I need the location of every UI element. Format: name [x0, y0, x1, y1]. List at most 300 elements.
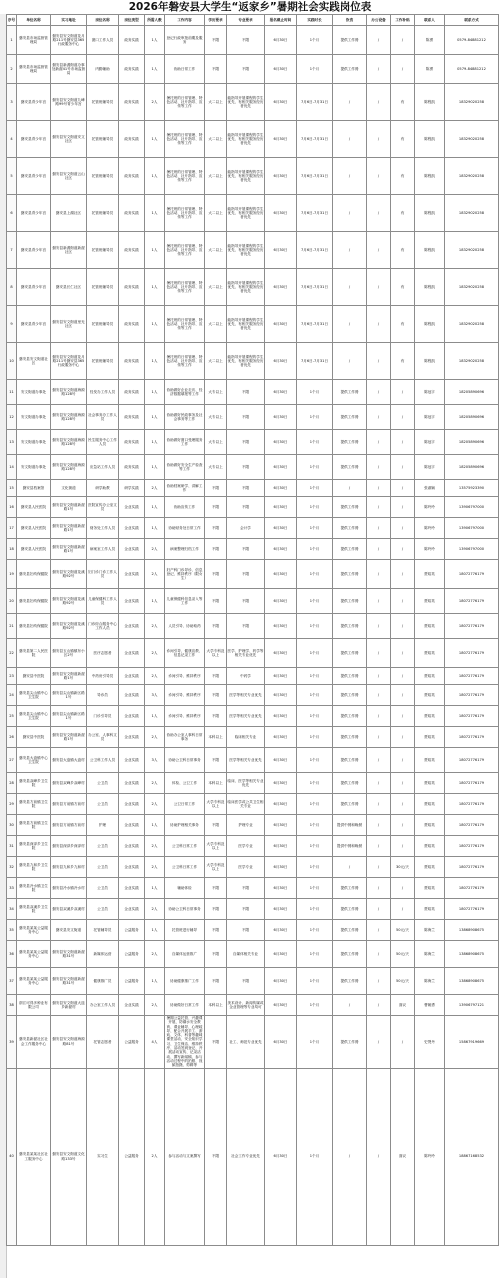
table-cell: 不限	[205, 518, 227, 539]
table-cell: 1个月	[297, 639, 333, 668]
table-cell: 7月6日-7月31日	[297, 121, 333, 158]
table-cell: 1个月	[297, 668, 333, 685]
table-cell: 1人	[145, 878, 165, 899]
table-row	[7, 899, 499, 920]
table-row	[7, 727, 499, 748]
table-cell: 6月30日	[265, 1016, 297, 1069]
table-cell: 体检、公卫工作	[165, 773, 205, 794]
table-cell: 护理	[87, 815, 119, 836]
row-seq-cell: 35	[7, 920, 17, 941]
table-cell: 企业实践	[119, 589, 145, 614]
table-cell: 2人	[145, 539, 165, 560]
table-cell: 磐安县安文街道文化路133号	[51, 1068, 87, 1245]
table-cell: /	[391, 815, 415, 836]
header-cell: 学历要求	[205, 15, 227, 26]
table-cell: 暑托班的日常管理、特色活动、社片指导、宣传等工作	[165, 269, 205, 306]
table-cell: /	[367, 857, 391, 878]
table-cell: 贾绍英	[415, 639, 445, 668]
row-seq-cell: 3	[7, 84, 17, 121]
table-cell: 提供中餐和晚餐	[333, 836, 367, 857]
table-cell: 1个月	[297, 614, 333, 639]
table-cell: 6月30日	[265, 455, 297, 480]
table-cell: 政务实践	[119, 380, 145, 405]
header-cell: 联系人	[415, 15, 445, 26]
table-cell: 1人	[145, 158, 165, 195]
table-cell: 磐安县尖山镇中心卫生院	[17, 685, 51, 706]
table-cell: 能指导开展课程的学生优先、有相关服务经历者优先	[227, 84, 265, 121]
table-cell: 15867919669	[445, 1016, 499, 1069]
table-cell: 1个月	[297, 857, 333, 878]
table-cell: 妇门诊门诊工作人员	[87, 560, 119, 589]
table-cell: 政务实践	[119, 405, 145, 430]
table-cell: /	[367, 941, 391, 968]
table-cell: 内勤辅助	[87, 55, 119, 84]
table-cell: 1个月	[297, 968, 333, 995]
table-cell: 1人	[145, 380, 165, 405]
table-cell: 暑托班的日常管理、特色活动、社片指导、宣传等工作	[165, 158, 205, 195]
table-cell: 张淑娴	[415, 480, 445, 497]
table-cell: 门诊综合服务中心工作人员	[87, 614, 119, 639]
table-row	[7, 405, 499, 430]
table-cell: 大二以上	[205, 269, 227, 306]
table-cell: 诊间引导、维持秩序	[165, 685, 205, 706]
table-cell: 医院宣传办公室文员	[87, 497, 119, 518]
row-seq-cell: 23	[7, 668, 17, 685]
table-cell: 磐安县青少年宫	[17, 269, 51, 306]
row-seq-cell: 33	[7, 878, 17, 899]
table-cell: 6月30日	[265, 685, 297, 706]
table-cell: /	[333, 480, 367, 497]
table-row	[7, 815, 499, 836]
table-cell: 诊间引导、维持秩序	[165, 706, 205, 727]
table-cell: 1人	[145, 269, 165, 306]
table-cell: 提供工作餐	[333, 560, 367, 589]
table-cell: 磐安县深泽乡卫生院	[17, 836, 51, 857]
table-row	[7, 836, 499, 857]
table-cell: /	[367, 55, 391, 84]
table-cell: 不限	[227, 497, 265, 518]
header-cell: 实践时长	[297, 15, 333, 26]
table-cell: 磐安县安文街道海源路128号	[51, 405, 87, 430]
table-row	[7, 121, 499, 158]
table-cell: /	[391, 480, 415, 497]
table-cell: 7月6日-7月31日	[297, 232, 333, 269]
table-cell: 提供工作餐	[333, 26, 367, 55]
table-cell: 大二以上	[205, 232, 227, 269]
table-cell: 自媒体相关专业	[227, 941, 265, 968]
table-cell: 协助日常工作	[165, 55, 205, 84]
table-cell: 1人	[145, 232, 165, 269]
header-cell: 岗位名称	[87, 15, 119, 26]
table-cell: 2人	[145, 941, 165, 968]
table-cell: 磐安县上湖社区	[51, 195, 87, 232]
table-cell: 浙江可得多种业有限公司	[17, 995, 51, 1016]
table-cell: 磐安县安文街道新渥路31号	[51, 968, 87, 995]
table-cell: 磐安县尖山镇新区路1号	[51, 706, 87, 727]
table-cell: 磐安县九和乡九和村	[51, 857, 87, 878]
row-seq-cell: 27	[7, 748, 17, 773]
table-cell: 6月30日	[265, 430, 297, 455]
table-cell: 提供工作餐	[333, 685, 367, 706]
table-cell: /	[333, 269, 367, 306]
header-cell: 所需人数	[145, 15, 165, 26]
table-cell: /	[367, 878, 391, 899]
table-row	[7, 518, 499, 539]
table-cell: 6月30日	[265, 405, 297, 430]
table-cell: 大专以上	[205, 380, 227, 405]
table-cell: 磐安县新渥社区社会工作服务中心	[17, 1016, 51, 1069]
table-cell: 陈海兰	[415, 941, 445, 968]
table-cell: 医学专业	[227, 857, 265, 878]
table-cell: 1人	[145, 195, 165, 232]
row-seq-cell: 2	[7, 55, 17, 84]
row-seq-cell: 16	[7, 497, 17, 518]
table-cell: /	[367, 539, 391, 560]
row-seq-cell: 31	[7, 836, 17, 857]
table-cell: /	[367, 1016, 391, 1069]
table-cell: 7月6日-7月31日	[297, 158, 333, 195]
table-cell: 磐安县安文街道花月路211号磐安县365行政服务中心	[51, 26, 87, 55]
table-cell: 提供工作餐	[333, 968, 367, 995]
table-cell: 儿童保健科工作人员	[87, 589, 119, 614]
table-cell: 不限	[227, 968, 265, 995]
table-cell: /	[367, 639, 391, 668]
table-cell: /	[391, 1016, 415, 1069]
header-row	[7, 15, 499, 26]
table-cell: 6月30日	[265, 306, 297, 343]
table-cell: 3人	[145, 685, 165, 706]
table-cell: 贾绍英	[415, 773, 445, 794]
table-cell: 磐安县尖山镇新区路1号	[51, 685, 87, 706]
table-cell: 磐安县中医院	[17, 668, 51, 685]
table-cell: 18205890696	[445, 380, 499, 405]
table-cell: 人员引导、协助取药	[165, 614, 205, 639]
table-cell: 文化街道	[51, 480, 87, 497]
table-cell: 0579-84881212	[445, 55, 499, 84]
table-cell: 磐安县安文街道花溪路92号	[51, 560, 87, 589]
table-cell: 18072776179	[445, 836, 499, 857]
table-row	[7, 706, 499, 727]
table-cell: 不限	[227, 560, 265, 589]
row-seq-cell: 24	[7, 685, 17, 706]
table-cell: 1个月	[297, 589, 333, 614]
table-cell: 健康推广员	[87, 968, 119, 995]
header-cell: 岗位类型	[119, 15, 145, 26]
table-cell: 贾绍英	[415, 878, 445, 899]
table-cell: 托管班辅导员	[87, 121, 119, 158]
table-cell: 不限	[205, 480, 227, 497]
table-cell: 18329020258	[445, 343, 499, 380]
table-cell: 1个月	[297, 455, 333, 480]
table-cell: 妇产科门诊导诊、信息登记、维持秩序（限女生）	[165, 560, 205, 589]
table-cell: 企业实践	[119, 539, 145, 560]
table-cell: 陈玲玲	[415, 1068, 445, 1245]
table-cell: 2人	[145, 899, 165, 920]
table-cell: 不限	[227, 480, 265, 497]
row-seq-cell: 30	[7, 815, 17, 836]
table-cell: /	[367, 518, 391, 539]
table-cell: 陈程凯	[415, 84, 445, 121]
table-row	[7, 773, 499, 794]
table-cell: 不限	[205, 497, 227, 518]
table-cell: 登记行政审批前期及服务	[165, 26, 205, 55]
table-cell: 2人	[145, 995, 165, 1016]
table-cell: 2人	[145, 480, 165, 497]
row-seq-cell: 34	[7, 899, 17, 920]
table-cell: 50元/天	[391, 968, 415, 995]
row-seq-cell: 5	[7, 158, 17, 195]
table-row	[7, 455, 499, 480]
table-cell: /	[367, 480, 391, 497]
table-cell: 18329020258	[445, 269, 499, 306]
table-cell: 陈程凯	[415, 158, 445, 195]
table-cell: 1人	[145, 405, 165, 430]
table-cell: /	[333, 343, 367, 380]
table-cell: 7月6日-7月31日	[297, 84, 333, 121]
table-cell: 有	[391, 121, 415, 158]
table-cell: 不限	[227, 899, 265, 920]
table-row	[7, 1068, 499, 1245]
table-cell: 1个月	[297, 380, 333, 405]
table-cell: 1人	[145, 121, 165, 158]
table-row	[7, 685, 499, 706]
table-cell: 不限	[227, 455, 265, 480]
table-cell: /	[391, 685, 415, 706]
table-cell: 1个月	[297, 26, 333, 55]
table-cell: 6月30日	[265, 968, 297, 995]
table-cell: 提供工作餐	[333, 899, 367, 920]
table-cell: 7月6日-7月31日	[297, 306, 333, 343]
table-cell: 6月30日	[265, 857, 297, 878]
table-cell: 不限	[205, 55, 227, 84]
table-cell: 陈玲玲	[415, 539, 445, 560]
table-cell: 18072776179	[445, 748, 499, 773]
table-cell: 不限	[205, 1016, 227, 1069]
table-cell: 2人	[145, 1068, 165, 1245]
table-cell: 磐安县青少年宫	[17, 121, 51, 158]
table-cell: 6月30日	[265, 836, 297, 857]
row-seq-cell: 10	[7, 343, 17, 380]
table-cell: 大专以上	[205, 430, 227, 455]
table-cell: 磐安县妇幼保健院	[17, 560, 51, 589]
table-cell: 磐安县安文街道里光社区	[51, 306, 87, 343]
table-cell: 病案室工作人员	[87, 539, 119, 560]
table-cell: 6月30日	[265, 748, 297, 773]
table-cell: 磐安县某某社区社工服务中心	[17, 1068, 51, 1245]
table-cell: 陈程凯	[415, 121, 445, 158]
table-cell: 企业实践	[119, 706, 145, 727]
table-cell: 不限	[227, 55, 265, 84]
table-cell: 企业实践	[119, 518, 145, 539]
table-cell: 1人	[145, 920, 165, 941]
row-seq-cell: 18	[7, 539, 17, 560]
header-cell: 联系方式	[445, 15, 499, 26]
table-cell: 不限	[205, 706, 227, 727]
table-cell: 提供工作餐	[333, 518, 367, 539]
table-cell: 18072776179	[445, 560, 499, 589]
table-row	[7, 343, 499, 380]
table-cell: 磐安县大盘镇中心卫生院	[17, 748, 51, 773]
table-cell: 2人	[145, 836, 165, 857]
table-cell: 磐安县尖山镇中心卫生院	[17, 706, 51, 727]
table-cell: 协助档案研学、讲解工作	[165, 480, 205, 497]
table-cell: 贾绍英	[415, 794, 445, 815]
header-cell: 序号	[7, 15, 17, 26]
table-cell: 政务实践	[119, 455, 145, 480]
table-cell: 6月30日	[265, 727, 297, 748]
table-cell: 磐安县某某公益服务中心	[17, 941, 51, 968]
table-cell: 企业实践	[119, 836, 145, 857]
table-cell: 不限	[205, 1068, 227, 1245]
table-cell: /	[333, 1068, 367, 1245]
table-row	[7, 560, 499, 589]
table-cell: 6月30日	[265, 195, 297, 232]
table-cell: /	[391, 589, 415, 614]
table-cell: 13575923390	[445, 480, 499, 497]
table-cell: 不限	[205, 968, 227, 995]
table-cell: /	[391, 748, 415, 773]
row-seq-cell: 20	[7, 589, 17, 614]
table-row	[7, 195, 499, 232]
table-cell: 大专以上	[205, 455, 227, 480]
table-cell: 诊间引导、健康宣教、信息记录工作	[165, 639, 205, 668]
table-cell: 托管班辅导员	[87, 269, 119, 306]
table-cell: 提供工作餐	[333, 668, 367, 685]
table-cell: /	[333, 306, 367, 343]
table-cell: 医学等相关专业优先	[227, 748, 265, 773]
table-cell: 磐安县新渥街道办事处新渥41号市场监督局	[51, 55, 87, 84]
table-cell: 不限	[205, 878, 227, 899]
table-cell: 安文街道办事处	[17, 455, 51, 480]
table-cell: /	[367, 232, 391, 269]
table-row	[7, 232, 499, 269]
table-cell: 6月30日	[265, 1068, 297, 1245]
table-cell: 磐安县妇幼保健院	[17, 589, 51, 614]
table-cell: 磐安县安文街道海源路128号	[51, 430, 87, 455]
table-cell: 企业实践	[119, 878, 145, 899]
table-cell: /	[367, 668, 391, 685]
table-cell: 磐安县某某公益服务中心	[17, 920, 51, 941]
table-cell: 18329020258	[445, 195, 499, 232]
table-cell: /	[367, 306, 391, 343]
table-cell: 托管班辅导员	[87, 84, 119, 121]
table-cell: 1人	[145, 306, 165, 343]
table-cell: 能指导开展课程的学生优先、有相关服务经历者优先	[227, 232, 265, 269]
table-cell: 不限	[227, 26, 265, 55]
table-cell: 协助做好安全生产检查等工作	[165, 455, 205, 480]
table-cell: /	[367, 26, 391, 55]
table-cell: 提供中餐和晚餐	[333, 815, 367, 836]
table-cell: 托管班辅导员	[87, 195, 119, 232]
table-cell: 18072776179	[445, 899, 499, 920]
table-cell: /	[391, 380, 415, 405]
table-cell: 政务实践	[119, 121, 145, 158]
table-cell: 提供工作餐	[333, 639, 367, 668]
table-cell: 医学等相关专业优先	[227, 706, 265, 727]
table-cell: /	[367, 589, 391, 614]
table-cell: 能指导开展课程的学生优先、有相关服务经历者优先	[227, 121, 265, 158]
table-cell: 2人	[145, 773, 165, 794]
header-cell: 办公设备	[367, 15, 391, 26]
table-cell: 协助公卫科日常事务	[165, 899, 205, 920]
row-seq-cell: 11	[7, 380, 17, 405]
table-cell: 应急站工作人员	[87, 455, 119, 480]
table-cell: 暑期公益托管、兴趣课开展、防溺水安全教育、课业辅导、心理疏导、配合开展手工、游戏、文体、科普等趣味课堂活动、安全知识学习、卫生保洁、维持秩序、活动签到登记、开展活动宣传、记录活动、撰写新闻稿、参与活动过程中的拍照、视频拍摄、剪辑等	[165, 1016, 205, 1069]
row-seq-cell: 38	[7, 995, 17, 1016]
table-cell: 不限	[205, 589, 227, 614]
row-seq-cell: 26	[7, 727, 17, 748]
table-cell: /	[367, 430, 391, 455]
table-cell: /	[391, 560, 415, 589]
table-cell: 暑托班的日常管理、特色活动、社片指导、宣传等工作	[165, 195, 205, 232]
table-cell: /	[333, 158, 367, 195]
table-cell: 1人	[145, 497, 165, 518]
table-cell: 6月30日	[265, 539, 297, 560]
table-cell: 1人	[145, 55, 165, 84]
table-cell: 大学专科及以上	[205, 639, 227, 668]
table-cell: 磐安县档案馆	[17, 480, 51, 497]
table-cell: 6月30日	[265, 706, 297, 727]
table-row	[7, 968, 499, 995]
row-seq-cell: 32	[7, 857, 17, 878]
table-cell: 6月30日	[265, 639, 297, 668]
table-cell: 企业实践	[119, 857, 145, 878]
table-cell: 1个月	[297, 1016, 333, 1069]
table-cell: /	[367, 685, 391, 706]
table-cell: 磐安县新渥街道新渥社区	[51, 232, 87, 269]
table-cell: 提供工作餐	[333, 727, 367, 748]
table-cell: 社会工作专业优先	[227, 1068, 265, 1245]
table-cell: 6月30日	[265, 343, 297, 380]
table-cell: 财务处工作人员	[87, 518, 119, 539]
table-cell: 不限	[205, 920, 227, 941]
table-cell: 安文街道办事处	[17, 405, 51, 430]
table-cell: /	[333, 121, 367, 158]
table-cell: 陈海兰	[415, 920, 445, 941]
table-cell: 磐安县方前镇方前村	[51, 794, 87, 815]
table-cell: 磐安县九和乡卫生院	[17, 857, 51, 878]
table-cell: 6月30日	[265, 497, 297, 518]
table-cell: 18072776179	[445, 589, 499, 614]
table-cell: 磐安县安文街道社区	[17, 343, 51, 380]
table-cell: 18072776179	[445, 794, 499, 815]
table-cell: 参与活动与文案撰写	[165, 1068, 205, 1245]
table-cell: 辅助体检	[165, 878, 205, 899]
table-cell: 企业实践	[119, 685, 145, 706]
table-cell: 磐安县安文街道新渥路1号	[51, 727, 87, 748]
table-cell: 1个月	[297, 55, 333, 84]
table-cell: 贾绍英	[415, 857, 445, 878]
table-cell: 提供工作餐	[333, 794, 367, 815]
table-cell: 18072776179	[445, 685, 499, 706]
table-row	[7, 920, 499, 941]
table-cell: 6月30日	[265, 269, 297, 306]
header-cell: 工作补贴	[391, 15, 415, 26]
table-row	[7, 1016, 499, 1069]
table-cell: 公益服务	[119, 968, 145, 995]
table-cell: /	[367, 968, 391, 995]
table-cell: 提供工作餐	[333, 1016, 367, 1069]
table-cell: /	[367, 405, 391, 430]
table-cell: 提供工作餐	[333, 748, 367, 773]
table-cell: 磐安县冷水镇卫生院	[17, 878, 51, 899]
header-cell: 实习地址	[51, 15, 87, 26]
table-cell: /	[367, 84, 391, 121]
table-cell: 1人	[145, 430, 165, 455]
table-cell: 协助宣传工作	[165, 497, 205, 518]
sheet-title: 2026年磐安县大学生“返家乡”暑期社会实践岗位表	[128, 1, 372, 13]
table-cell: /	[333, 232, 367, 269]
